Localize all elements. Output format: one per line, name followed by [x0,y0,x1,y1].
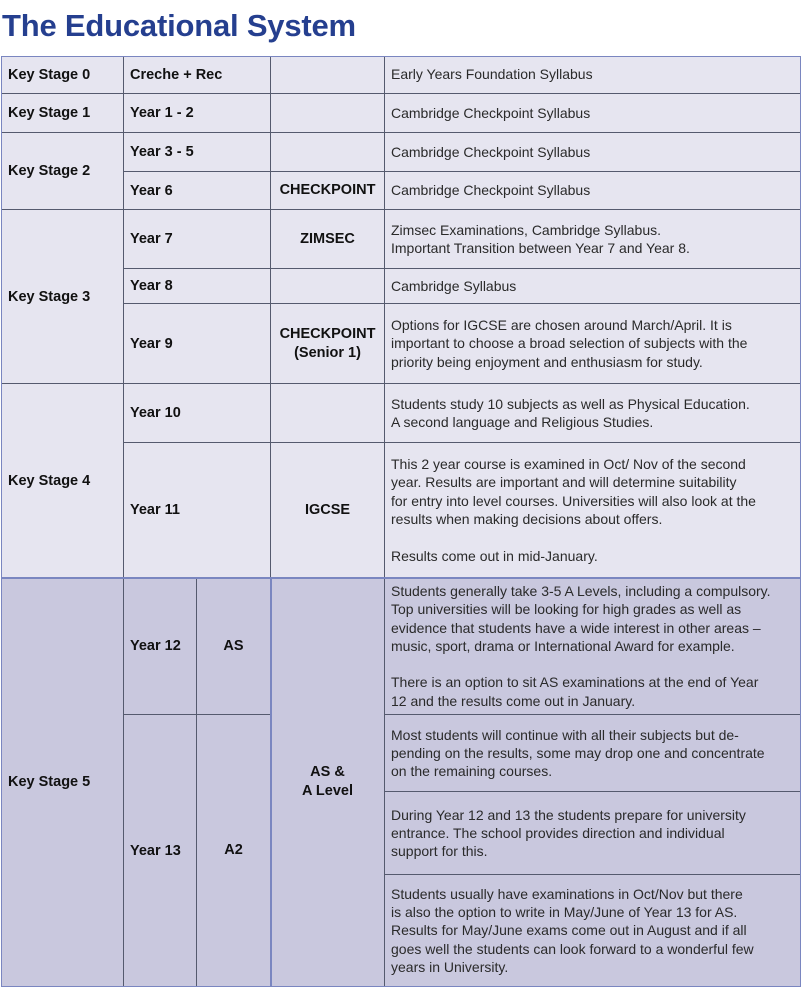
description-cell: Most students will continue with all their subjects but de- pending on the results, some may drop one and concentrate on the remaining courses. [385,715,801,792]
level-cell: AS [197,578,271,715]
exam-cell: IGCSE [271,443,385,578]
page-title: The Educational System [2,8,356,43]
exam-cell [271,56,385,94]
year-cell: Year 12 [124,578,197,715]
year-cell: Year 10 [124,384,271,443]
description-cell: Students usually have examinations in Oct/Nov but there is also the option to write in May/June of Year 13 for AS. Results for May/June exams come out in August and if all goes well the students can look forward to a wonderful few years in University. [385,875,801,987]
exam-cell: ZIMSEC [271,210,385,269]
stage-cell-ks3: Key Stage 3 [1,210,124,384]
description-cell: During Year 12 and 13 the students prepare for university entrance. The school provides direction and individual support for this. [385,792,801,875]
level-cell: A2 [197,715,271,987]
description-cell: Cambridge Checkpoint Syllabus [385,172,801,210]
year-cell: Year 11 [124,443,271,578]
exam-cell [271,133,385,172]
stage-cell-ks1: Key Stage 1 [1,94,124,133]
exam-cell [271,384,385,443]
year-cell: Year 13 [124,715,197,987]
stage-cell-ks2: Key Stage 2 [1,133,124,210]
exam-cell [271,94,385,133]
year-cell: Year 8 [124,269,271,304]
description-cell: Cambridge Checkpoint Syllabus [385,94,801,133]
exam-cell: AS & A Level [271,578,385,987]
description-cell: Cambridge Syllabus [385,269,801,304]
description-cell: Cambridge Checkpoint Syllabus [385,133,801,172]
year-cell: Year 9 [124,304,271,384]
year-cell: Creche + Rec [124,56,271,94]
stage-cell-ks4: Key Stage 4 [1,384,124,578]
year-cell: Year 6 [124,172,271,210]
exam-cell [271,269,385,304]
description-cell: Students generally take 3-5 A Levels, including a compulsory. Top universities will be looking for high grades as well as evidence that students have a wide interest in other areas – music, sport, drama or International Award for example. There is an option to sit AS examinations at the end of Year 12 and the results come out in January. [385,578,801,715]
description-cell: Options for IGCSE are chosen around March/April. It is important to choose a broad selection of subjects with the priority being enjoyment and enthusiasm for study. [385,304,801,384]
description-cell: Early Years Foundation Syllabus [385,56,801,94]
description-cell: This 2 year course is examined in Oct/ Nov of the second year. Results are important and will determine suitability for entry into level courses. Universities will also look at the results when making decisions about offers. Results come out in mid-January. [385,443,801,578]
year-cell: Year 7 [124,210,271,269]
exam-cell: CHECKPOINT (Senior 1) [271,304,385,384]
stage-cell-ks5: Key Stage 5 [1,578,124,987]
description-cell: Students study 10 subjects as well as Physical Education. A second language and Religious Studies. [385,384,801,443]
year-cell: Year 3 - 5 [124,133,271,172]
year-cell: Year 1 - 2 [124,94,271,133]
stage-cell-ks0: Key Stage 0 [1,56,124,94]
description-cell: Zimsec Examinations, Cambridge Syllabus. Important Transition between Year 7 and Year 8. [385,210,801,269]
exam-cell: CHECKPOINT [271,172,385,210]
